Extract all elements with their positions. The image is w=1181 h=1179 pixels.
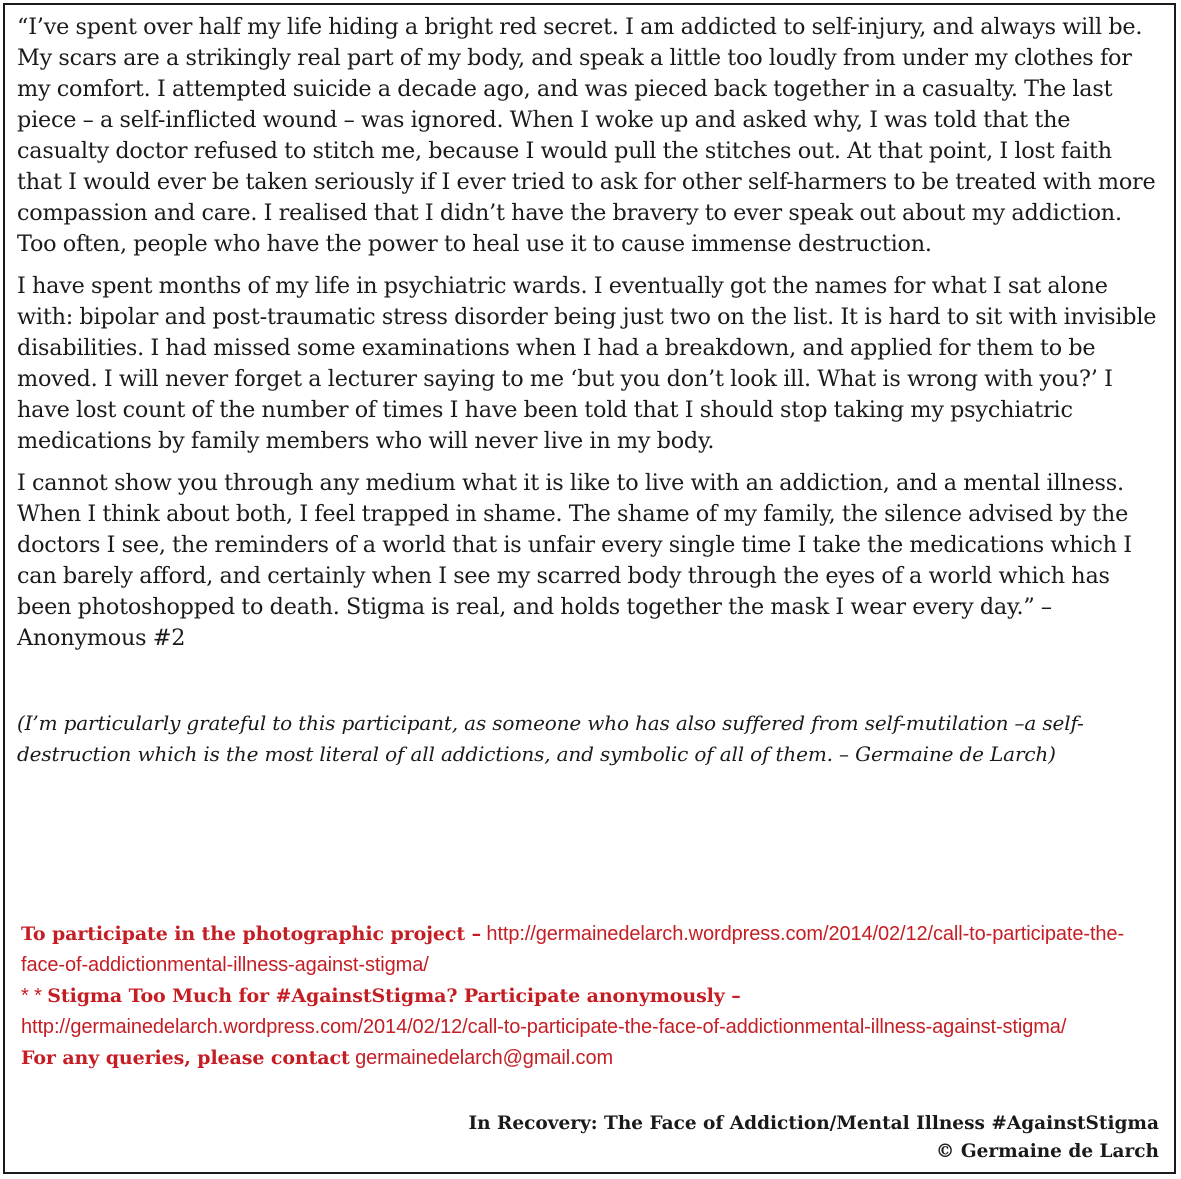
copyright-line: © Germaine de Larch xyxy=(935,1141,1159,1162)
project-link[interactable]: http://germainedelarch.wordpress.com/2014/02/12/call-to-participate-the-face-of-addictionmental-illness-against-stigma/ xyxy=(21,923,1125,976)
project-line xyxy=(21,919,1166,981)
credit-block xyxy=(468,1110,1159,1166)
contact-label: For any queries, please contact xyxy=(21,1047,350,1069)
anonymous-label: Stigma Too Much for #AgainstStigma? Participate anonymously – xyxy=(47,985,741,1007)
author-note: (I’m particularly grateful to this participant, as someone who has also suffered from self-mutilation –a self-destruction which is the most literal of all addictions, and symbolic of all of them. – Germaine de Larch) xyxy=(17,711,1084,766)
quote-block xyxy=(17,12,1162,770)
anonymous-line xyxy=(21,981,1166,1043)
series-title: In Recovery: The Face of Addiction/Mental Illness #AgainstStigma xyxy=(468,1113,1159,1134)
project-label: To participate in the photographic project – xyxy=(21,923,481,945)
participation-block xyxy=(21,919,1166,1074)
anonymous-link[interactable]: http://germainedelarch.wordpress.com/2014/02/12/call-to-participate-the-face-of-addictionmental-illness-against-stigma/ xyxy=(21,1016,1067,1038)
contact-line xyxy=(21,1043,1166,1074)
quote-paragraph-2: I have spent months of my life in psychiatric wards. I eventually got the names for what I sat alone with: bipolar and post-traumatic stress disorder being just two on the list. It is hard to sit with invisible disabilities. I had missed some examinations when I had a breakdown, and applied for them to be moved. I will never forget a lecturer saying to me ‘but you don’t look ill. What is wrong with you?’ I have lost count of the number of times I have been told that I should stop taking my psychiatric medications by family members who will never live in my body. xyxy=(17,273,1157,454)
stars-marker: * * xyxy=(21,985,48,1007)
quote-paragraph-1: “I’ve spent over half my life hiding a bright red secret. I am addicted to self-injury, and always will be. My scars are a strikingly real part of my body, and speak a little too loudly from under my clothes for my comfort. I attempted suicide a decade ago, and was pieced back together in a casualty. The last piece – a self-inflicted wound – was ignored. When I woke up and asked why, I was told that the casualty doctor refused to stitch me, because I would pull the stitches out. At that point, I lost faith that I would ever be taken seriously if I ever tried to ask for other self-harmers to be treated with more compassion and care. I realised that I didn’t have the bravery to ever speak out about my addiction. Too often, people who have the power to heal use it to cause immense destruction. xyxy=(17,14,1156,257)
contact-email-link[interactable]: germainedelarch@gmail.com xyxy=(349,1047,614,1069)
quote-paragraph-3: I cannot show you through any medium what it is like to live with an addiction, and a mental illness. When I think about both, I feel trapped in shame. The shame of my family, the silence advised by the doctors I see, the reminders of a world that is unfair every single time I take the medications which I can barely afford, and certainly when I see my scarred body through the eyes of a world which has been photoshopped to death. Stigma is real, and holds together the mask I wear every day.” – Anonymous #2 xyxy=(17,470,1132,651)
